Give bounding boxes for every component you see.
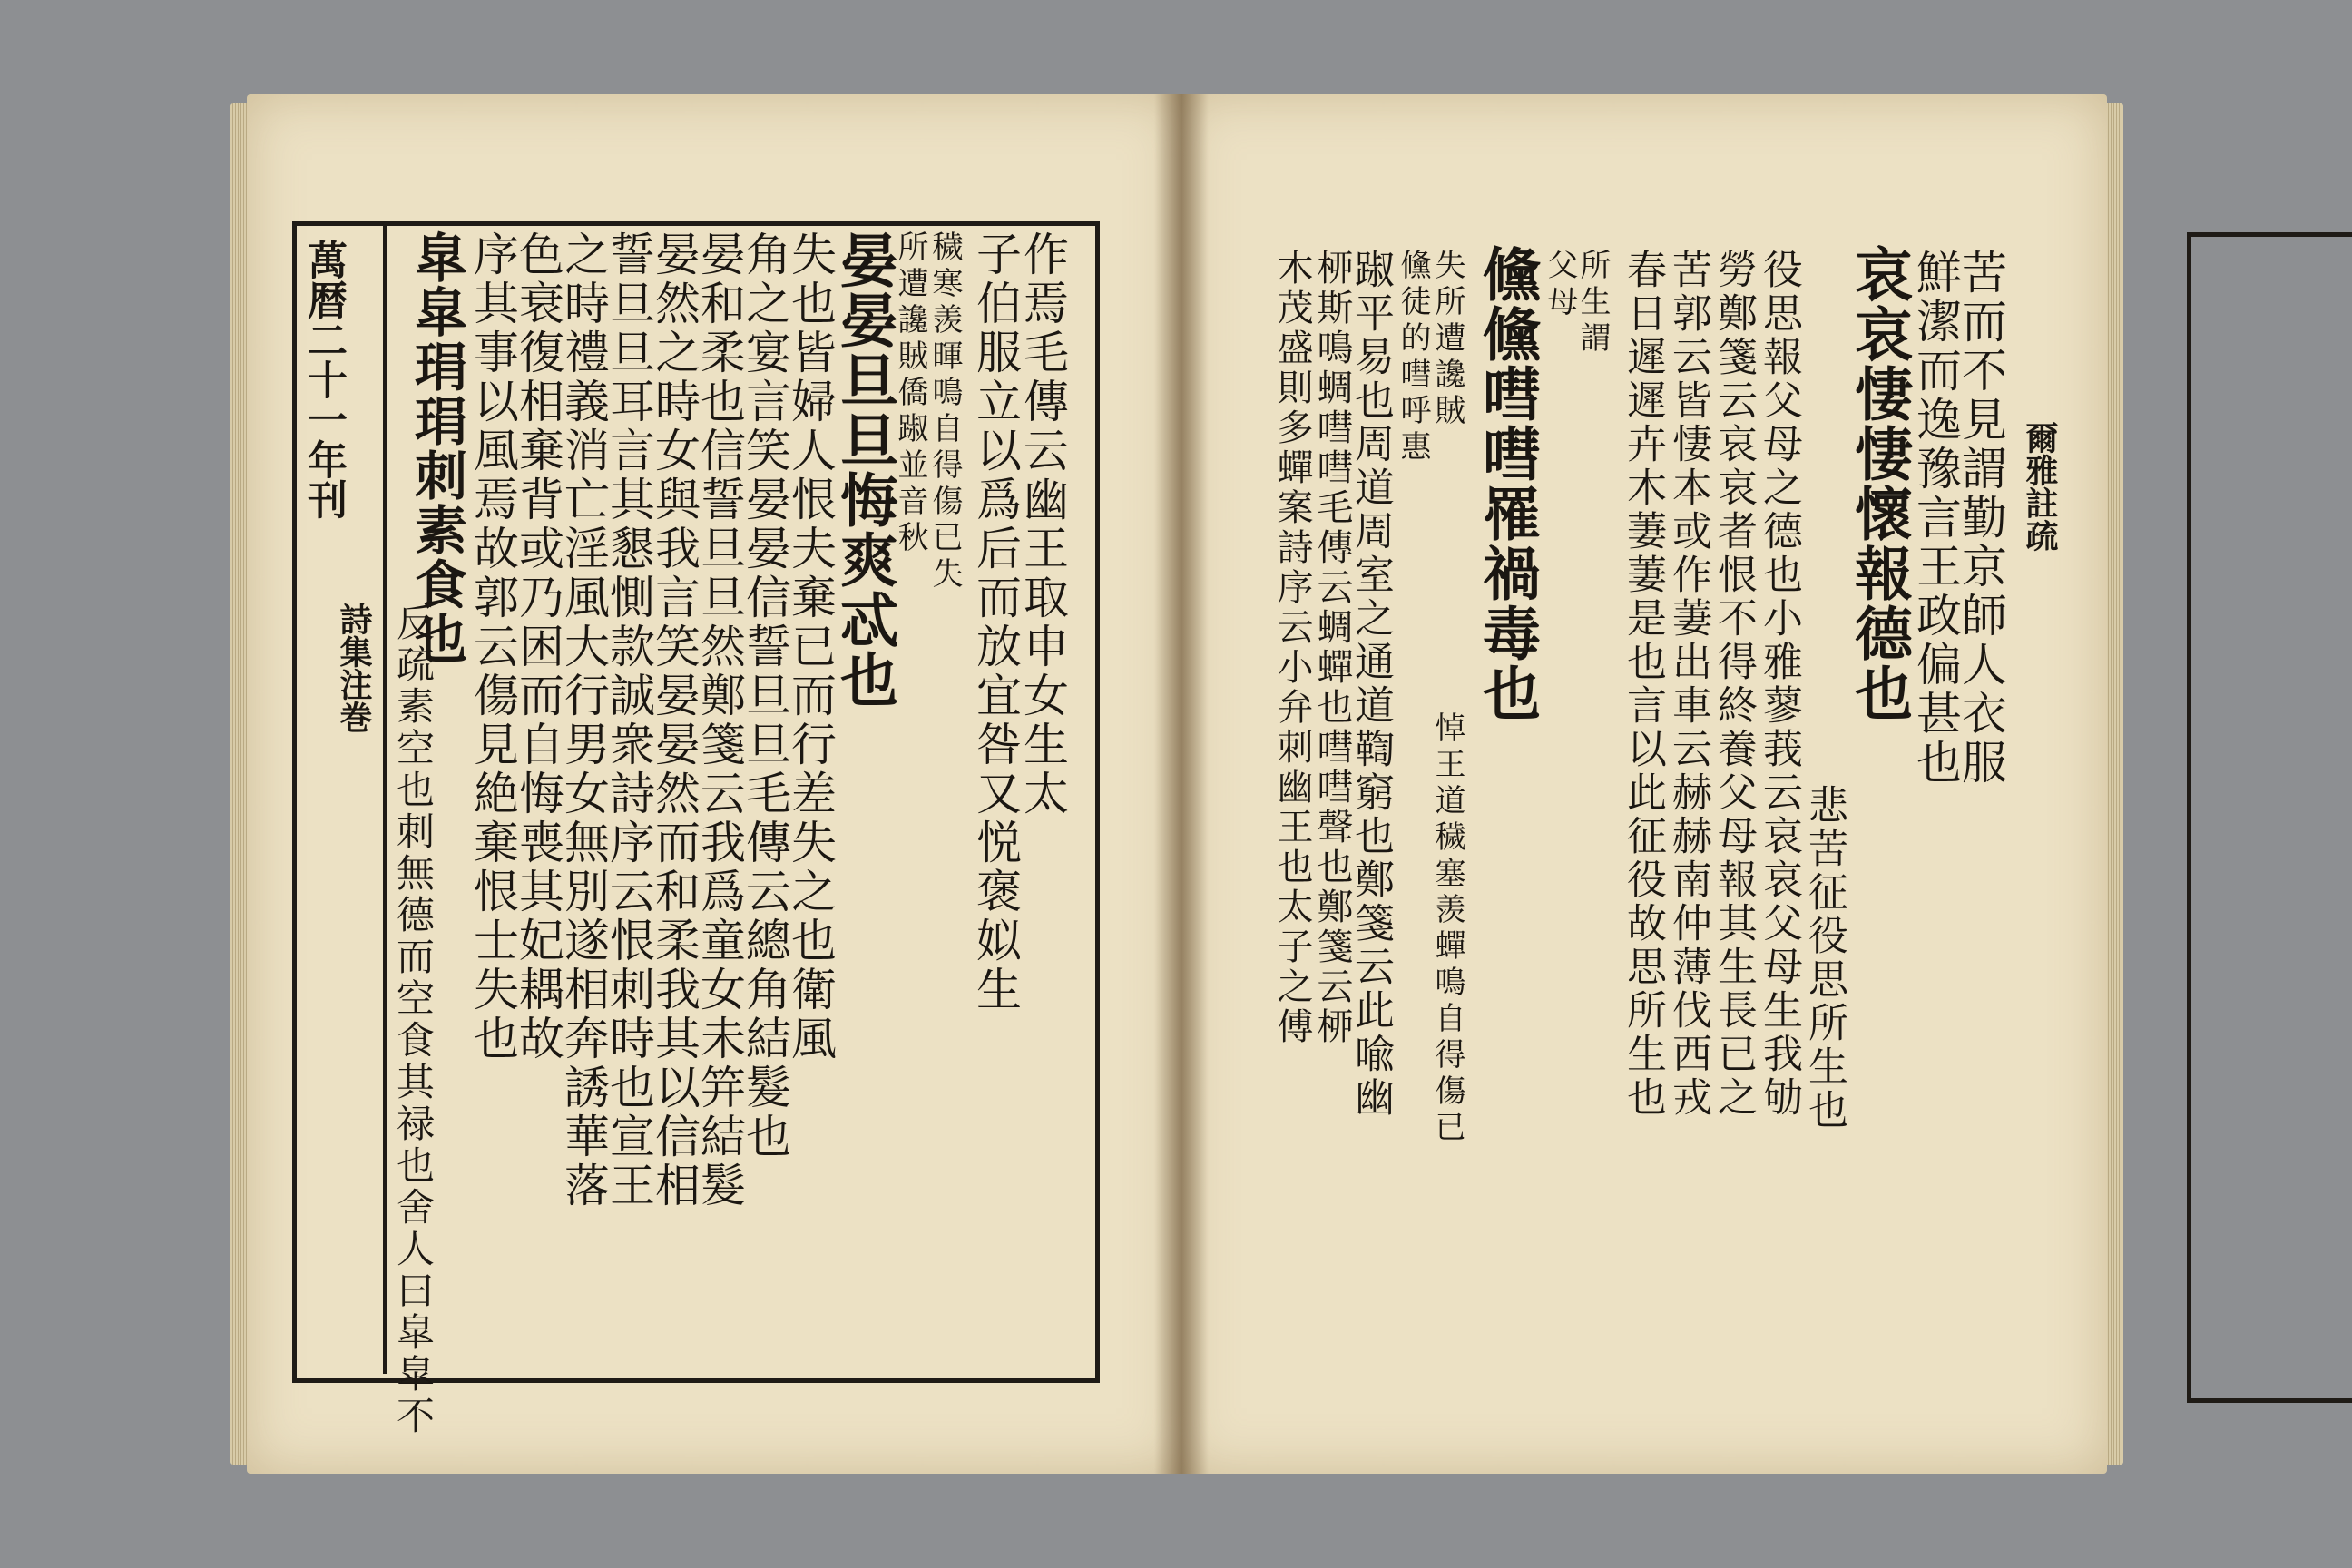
- left-col-7: 角之宴言笑晏晏信誓旦旦毛傳云總角結髮也: [739, 230, 791, 1161]
- left-col-6: 失也皆婦人恨夫棄已而行差失之也衛風: [784, 230, 837, 1063]
- right-col-6: 勞鄭箋云哀哀者恨不得終養父母報其生長已之: [1710, 249, 1757, 1120]
- left-col-13: 序其事以風焉故郭云傷見絶棄恨士失也: [466, 230, 519, 1063]
- right-col-15: 踧平易也周道周室之通道鞫窮也鄭箋云此喩幽: [1348, 249, 1394, 1120]
- left-col-3: 穢寒羡暉鳴自得傷已失: [926, 230, 963, 593]
- right-col-14: 儵徒的嘒呼惠: [1395, 249, 1431, 466]
- book-gutter: [1154, 94, 1209, 1474]
- right-col-4: 悲苦征役思所生也: [1801, 784, 1847, 1132]
- right-col-8: 春日遲遲卉木萋萋是也言以此征役故思所生也: [1620, 249, 1666, 1120]
- right-col-18: 木茂盛則多蟬案詩序云小弁刺幽王也太子之傅: [1271, 249, 1313, 1047]
- right-margin-section: 爾雅註疏: [2021, 421, 2059, 552]
- right-heading-col: 哀哀悽悽懷報德也: [1845, 244, 1913, 723]
- right-col-7: 苦郭云皆悽本或作萋出車云赫赫南仲薄伐西戎: [1665, 249, 1711, 1120]
- left-col-4: 所遭讒賊僑踧並音秋: [892, 230, 928, 557]
- left-page: [247, 94, 1181, 1474]
- right-page-frame: [2187, 232, 2352, 1403]
- left-col-8: 晏和柔也信誓旦旦然鄭箋云我爲童女未笄結髮: [693, 230, 746, 1210]
- right-col-13: 失所遭讒賊: [1429, 249, 1465, 430]
- right-heading-col-2: 儵儵嘒嘒罹禍毒也: [1473, 244, 1541, 723]
- left-col-11: 之時禮義消亡淫風大行男女無別遂相奔誘華落: [557, 230, 610, 1210]
- right-col-2: 鮮潔而逸豫言王政偏甚也: [1909, 249, 1962, 788]
- left-heading-col-2: 皐皐琄琄刺素食也: [406, 230, 467, 666]
- left-col-9: 晏然之時女與我言笑晏晏然而和柔我其以信相: [648, 230, 701, 1210]
- left-col-10: 誓旦旦耳言其懇惻款誠衆詩序云恨刺時也宣王: [603, 230, 655, 1210]
- right-col-17: 桺斯鳴蜩嘒嘒毛傳云蜩蟬也嘒嘒聲也鄭箋云桺: [1311, 249, 1353, 1047]
- right-col-1: 苦而不見謂勤京師人衣服: [1955, 249, 2007, 788]
- left-margin-rule: [383, 221, 387, 1374]
- left-col-2: 子伯服立以爲后而放宜咎又悦褒姒生: [969, 230, 1022, 1014]
- right-col-5: 役思報父母之德也小雅蓼莪云哀哀父母生我劬: [1756, 249, 1802, 1120]
- right-col-10: 父母: [1542, 249, 1578, 321]
- left-col-12: 色衰復相棄背或乃困而自悔喪其妃耦故: [512, 230, 564, 1063]
- right-col-12: 悼王道穢塞羡蟬鳴自得傷已: [1429, 711, 1465, 1147]
- left-col-15: 反疏素空也刺無德而空食其禄也舍人曰皐皐不: [391, 603, 436, 1437]
- left-margin-section: 詩集注巻: [335, 603, 373, 733]
- right-col-9: 所生謂: [1574, 249, 1611, 358]
- open-book: [247, 94, 2107, 1474]
- left-heading-col: 晏晏旦旦悔爽忒也: [830, 230, 898, 710]
- left-col-1: 作焉毛傳云幽王取申女生太: [1016, 230, 1069, 818]
- left-margin-header: 萬暦二十一年刊: [300, 240, 347, 519]
